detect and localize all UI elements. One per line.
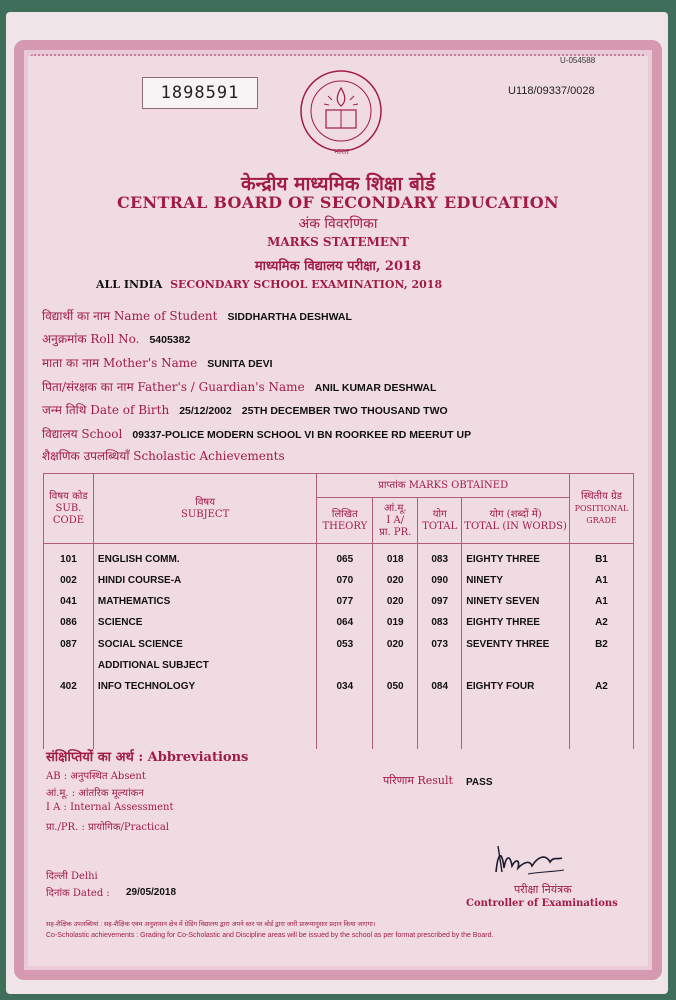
marks-table bbox=[43, 473, 634, 749]
col-header-marks: प्राप्तांक MARKS OBTAINED bbox=[317, 474, 570, 498]
result-label: परिणाम Result bbox=[383, 774, 453, 787]
father-label: पिता/संरक्षक का नाम Father's / Guardian's Name bbox=[42, 380, 305, 394]
registration-ref: U118/09337/0028 bbox=[508, 85, 595, 97]
signature bbox=[488, 842, 568, 880]
roll-label: अनुक्रमांक Roll No. bbox=[42, 332, 140, 346]
emblem-caption: भारत bbox=[333, 147, 349, 156]
scholastic-label: शैक्षणिक उपलब्धियाँ Scholastic Achievements bbox=[42, 449, 285, 463]
table-row: 041 MATHEMATICS 077 020 097 NINETY SEVEN A1 bbox=[44, 594, 634, 615]
col-header-code: विषय कोड SUB. CODE bbox=[44, 474, 94, 544]
col-header-theory: लिखित THEORY bbox=[317, 498, 373, 544]
abbr-ia-hindi: आं.मू. : आंतरिक मूल्यांकन bbox=[46, 788, 144, 799]
exam-title bbox=[96, 278, 442, 291]
father-value: ANIL KUMAR DESHWAL bbox=[314, 382, 437, 394]
table-row: 002 HINDI COURSE-A 070 020 090 NINETY A1 bbox=[44, 573, 634, 594]
col-header-subject: विषय SUBJECT bbox=[93, 474, 316, 544]
issue-date: 29/05/2018 bbox=[126, 887, 177, 898]
dated-label: दिनांक Dated : bbox=[46, 888, 110, 899]
school-label: विद्यालय School bbox=[42, 427, 123, 441]
cbse-emblem-icon bbox=[296, 66, 386, 156]
school-field bbox=[42, 425, 471, 442]
abbr-internal-assessment: I A : Internal Assessment bbox=[46, 802, 174, 813]
controller-title-hindi: परीक्षा नियंत्रक bbox=[514, 883, 572, 896]
roll-number-field bbox=[42, 330, 190, 347]
student-name-value: SIDDHARTHA DESHWAL bbox=[227, 311, 352, 323]
abbr-practical: प्रा./PR. : प्रायोगिक/Practical bbox=[46, 822, 169, 833]
dob-label: जन्म तिथि Date of Birth bbox=[42, 403, 170, 417]
dob-field bbox=[42, 401, 448, 418]
all-india-label: ALL INDIA bbox=[96, 278, 163, 291]
top-code: U-054588 bbox=[560, 56, 596, 65]
co-scholastic-note-hindi: सह-शैक्षिक उपलब्धियां : सह-शैक्षिक एवम अनुशासन क्षेत्र में ग्रेडिंग विद्यालय द्वारा अपने स्तर पर बोर्ड द्वारा जारी प्रारूपानुसार प्रदान किया जाएगा। bbox=[46, 921, 376, 928]
dob-value: 25/12/2002 bbox=[179, 405, 232, 417]
result-value: PASS bbox=[466, 777, 493, 788]
col-header-total: योग TOTAL bbox=[418, 498, 462, 544]
father-name-field bbox=[42, 378, 436, 395]
board-title-hindi: केन्द्रीय माध्यमिक शिक्षा बोर्ड bbox=[241, 173, 435, 195]
roll-value: 5405382 bbox=[149, 334, 191, 346]
exam-title-hindi: माध्यमिक विद्यालय परीक्षा, 2018 bbox=[254, 259, 422, 274]
school-value: 09337-POLICE MODERN SCHOOL VI BN ROORKEE RD MEERUT UP bbox=[132, 429, 472, 441]
student-name-label: विद्यार्थी का नाम Name of Student bbox=[42, 309, 218, 323]
table-row: 101 ENGLISH COMM. 065 018 083 EIGHTY THREE B1 bbox=[44, 552, 634, 573]
board-title: CENTRAL BOARD OF SECONDARY EDUCATION bbox=[117, 193, 559, 212]
co-scholastic-note: Co-Scholastic achievements : Grading for Co-Scholastic and Discipline areas will be issued by the school as per format prescribed by the Board. bbox=[46, 932, 494, 939]
abbr-absent: AB : अनुपस्थित Absent bbox=[46, 771, 146, 782]
dob-words: 25TH DECEMBER TWO THOUSAND TWO bbox=[241, 405, 448, 417]
table-row: 402 INFO TECHNOLOGY 034 050 084 EIGHTY FOUR A2 bbox=[44, 679, 634, 700]
marks-statement-hindi: अंक विवरणिका bbox=[298, 216, 378, 232]
abbreviations-title: संक्षिप्तियों का अर्थ : Abbreviations bbox=[46, 750, 249, 765]
serial-number: 1898591 bbox=[142, 77, 258, 109]
mother-value: SUNITA DEVI bbox=[207, 358, 273, 370]
marks-statement-title: MARKS STATEMENT bbox=[267, 235, 409, 249]
additional-subject-heading: ADDITIONAL SUBJECT bbox=[44, 658, 634, 679]
place-label: दिल्ली Delhi bbox=[46, 871, 98, 882]
col-header-words: योग (शब्दों में) TOTAL (IN WORDS) bbox=[462, 498, 570, 544]
mother-label: माता का नाम Mother's Name bbox=[42, 356, 198, 370]
student-name-field bbox=[42, 307, 352, 324]
col-header-ia: आं.मू. I A/ प्रा. PR. bbox=[373, 498, 418, 544]
table-row: 086 SCIENCE 064 019 083 EIGHTY THREE A2 bbox=[44, 615, 634, 636]
table-row: 087 SOCIAL SCIENCE 053 020 073 SEVENTY THREE B2 bbox=[44, 637, 634, 658]
controller-title: Controller of Examinations bbox=[466, 898, 618, 909]
exam-name: SECONDARY SCHOOL EXAMINATION, 2018 bbox=[170, 278, 443, 291]
mother-name-field bbox=[42, 354, 273, 371]
col-header-grade: स्थितीय ग्रेड POSITIONAL GRADE bbox=[569, 474, 633, 544]
